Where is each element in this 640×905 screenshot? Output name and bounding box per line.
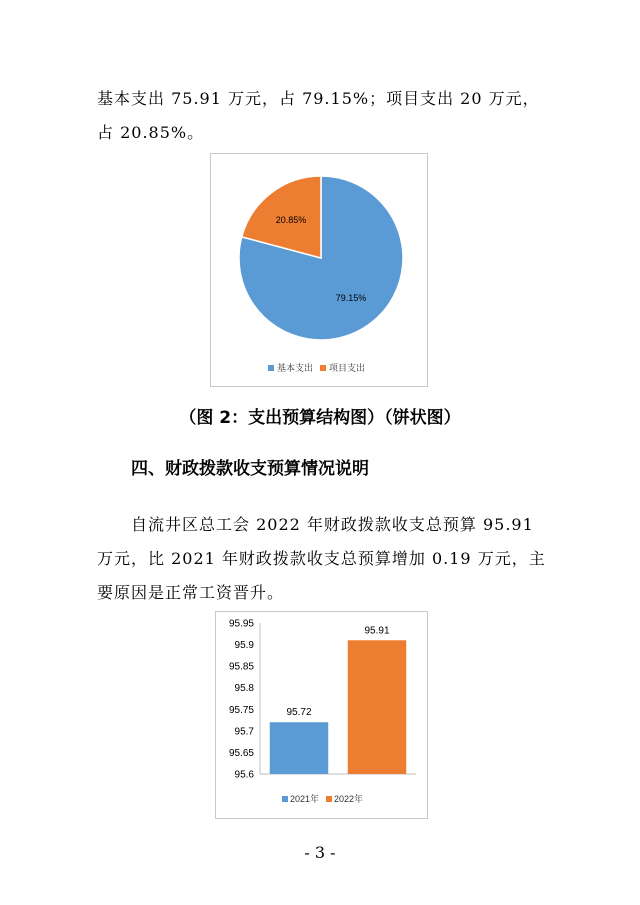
bar-y-tick-label-7: 95.9 [234,640,254,652]
pie-chart-expenditure-structure [210,153,428,387]
bar-data-label-1: 95.72 [286,707,312,719]
pie-legend-label-2: 项目支出 [329,363,366,373]
paragraph-expenditure-structure: 基本支出 75.91 万元，占 79.15%；项目支出 20 万元，占 20.85%。 [97,89,540,142]
bar-legend-swatch-1 [282,796,288,802]
figure2-caption: （图 2：支出预算结构图）（饼状图） [179,408,461,428]
pie-legend-label-1: 基本支出 [277,363,314,373]
bar-chart-budget-comparison [215,611,428,819]
pie-legend-swatch-2 [320,365,326,371]
pie-legend-swatch-1 [268,365,274,371]
bar-y-tick-label-8: 95.95 [228,618,254,630]
bar-legend-label-1: 2021年 [290,794,320,804]
bar-y-tick-label-5: 95.8 [234,683,254,695]
bar-y-tick-label-6: 95.85 [228,661,254,673]
bar-legend-swatch-2 [326,796,332,802]
page-number: - 3 - [304,843,336,862]
bar-y-tick-label-1: 95.6 [234,769,254,781]
section-heading: 四、财政拨款收支预算情况说明 [131,459,369,479]
bar-2 [348,640,407,774]
bar-data-label-2: 95.91 [364,625,390,637]
pie-data-label-2: 20.85% [275,214,307,225]
bar-legend-label-2: 2022年 [334,794,364,804]
paragraph-budget-explanation: 自流井区总工会 2022 年财政拨款收支总预算 95.91 万元，比 2021 年财政拨款收支总预算增加 0.19 万元，主要原因是正常工资晋升。 [97,515,546,602]
pie-chart-svg [211,154,427,386]
bar-y-tick-label-3: 95.7 [234,726,254,738]
bar-1 [270,722,329,774]
bar-y-tick-label-2: 95.65 [228,747,254,759]
bar-chart-svg [216,612,427,818]
pie-data-label-1: 79.15% [335,293,367,304]
bar-y-tick-label-4: 95.75 [228,704,254,716]
